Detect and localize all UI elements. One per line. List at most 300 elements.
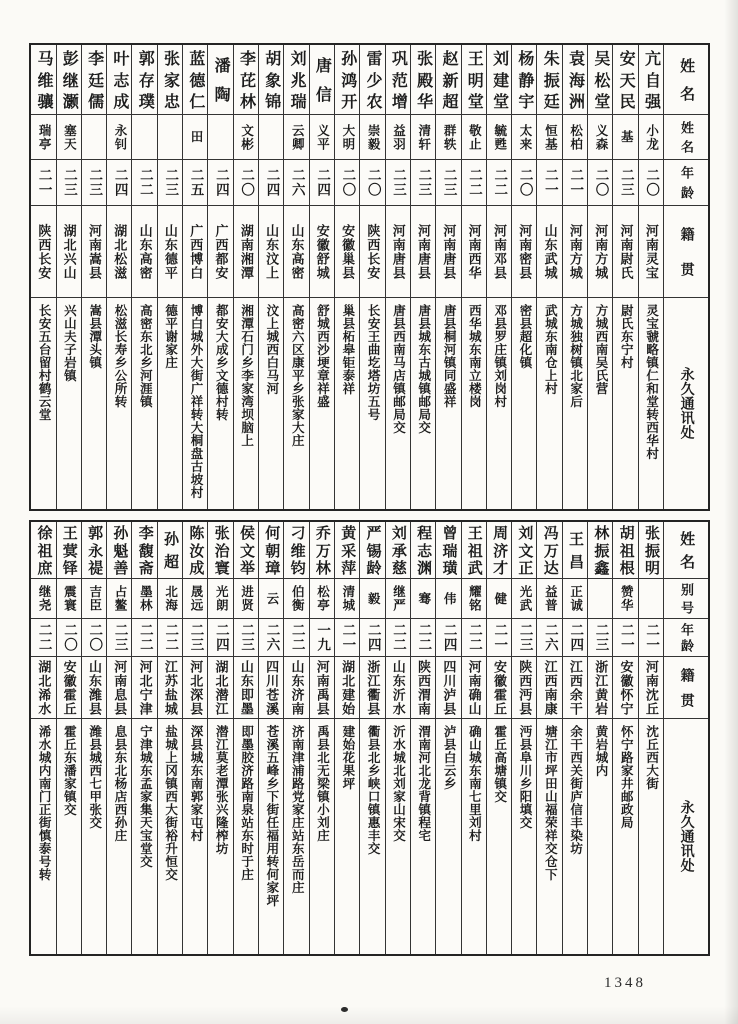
person-age-cell: 二四 xyxy=(310,160,334,206)
header-alias-cell xyxy=(664,579,708,619)
glyph: 志 xyxy=(415,542,432,558)
glyph: 蓝 xyxy=(186,50,204,67)
glyph: 钧 xyxy=(288,560,305,576)
person-origin-cell: 河北深县 xyxy=(183,657,207,719)
person-origin-cell: 山东高密 xyxy=(132,206,156,298)
person-alias-cell: 群轶 xyxy=(436,115,460,160)
glyph: 张 xyxy=(212,524,229,540)
glyph: 籍 xyxy=(678,227,694,241)
person-name-cell xyxy=(487,45,511,115)
person-address-cell: 禹县北无梁镇小刘庄 xyxy=(315,725,330,842)
person-name-cell xyxy=(208,522,232,579)
glyph: 孙 xyxy=(338,50,356,67)
person-name-cell xyxy=(82,45,106,115)
person-column xyxy=(233,45,258,509)
glyph: 袁 xyxy=(566,50,584,67)
person-alias-cell: 瑞亭 xyxy=(31,115,55,160)
glyph: 明 xyxy=(465,71,483,88)
person-alias-cell: 云卿 xyxy=(284,115,308,160)
glyph: 林 xyxy=(237,92,255,109)
person-name-cell xyxy=(588,522,612,579)
glyph: 张 xyxy=(642,524,659,540)
glyph: 曾 xyxy=(440,524,457,540)
person-column xyxy=(182,45,207,509)
glyph: 龄 xyxy=(679,185,695,199)
glyph: 王 xyxy=(465,50,483,67)
glyph: 宇 xyxy=(515,92,533,109)
person-column xyxy=(587,45,612,509)
person-column xyxy=(207,522,232,954)
person-name-cell xyxy=(183,45,207,115)
person-alias-cell: 基 xyxy=(613,115,637,160)
person-origin-cell: 河南沈丘 xyxy=(639,657,663,719)
person-age-cell: 二〇 xyxy=(234,160,258,206)
person-address-cell: 宁津城东孟家集天宝堂交 xyxy=(138,725,153,868)
glyph: 潘 xyxy=(212,57,230,74)
glyph: 贯 xyxy=(678,262,694,276)
person-column xyxy=(258,45,283,509)
person-column xyxy=(207,45,232,509)
person-age-cell: 一九 xyxy=(310,619,334,657)
person-address-cell: 泸县白云乡 xyxy=(442,725,457,790)
person-alias-cell: 赞华 xyxy=(613,579,637,619)
person-address-cell: 苍溪五峰乡下街任福用转何家坪 xyxy=(264,725,279,907)
glyph: 锦 xyxy=(262,92,280,109)
header-column xyxy=(663,522,708,954)
person-age-cell: 二〇 xyxy=(512,160,536,206)
scan-edge-shadow-bottom xyxy=(0,1006,738,1024)
person-address-cell: 方城西南吴氏营 xyxy=(593,304,608,395)
person-address-cell: 邓县罗庄镇刘岗村 xyxy=(492,304,507,408)
glyph: 彭 xyxy=(60,50,78,67)
person-age-cell: 二三 xyxy=(183,619,207,657)
person-address-cell: 沈丘西大街 xyxy=(644,725,659,790)
glyph: 洲 xyxy=(566,92,584,109)
glyph: 姓 xyxy=(678,58,695,73)
person-address-cell: 怀宁路家井邮政局 xyxy=(619,725,634,829)
person-name-cell xyxy=(132,522,156,579)
person-column xyxy=(56,45,81,509)
glyph: 胡 xyxy=(262,50,280,67)
header-origin-cell xyxy=(664,206,708,298)
person-address-cell: 长安王曲圪塔坊五号 xyxy=(366,304,381,421)
person-column xyxy=(81,522,106,954)
person-origin-cell: 山东汶上 xyxy=(259,206,283,298)
person-alias-cell: 伯衡 xyxy=(284,579,308,619)
glyph: 乔 xyxy=(313,524,330,540)
person-column xyxy=(359,45,384,509)
person-origin-cell: 河南嵩县 xyxy=(82,206,106,298)
person-origin-cell: 河南尉氏 xyxy=(613,206,637,298)
person-origin-cell: 安徽霍丘 xyxy=(487,657,511,719)
person-age-cell: 二二 xyxy=(487,160,511,206)
person-age-cell: 二一 xyxy=(31,160,55,206)
person-age-cell: 二三 xyxy=(436,160,460,206)
person-name-cell xyxy=(639,522,663,579)
person-address-cell: 黄岩城内 xyxy=(593,725,608,777)
person-alias-cell: 毓甦 xyxy=(487,115,511,160)
person-name-cell xyxy=(31,45,55,115)
person-age-cell: 二一 xyxy=(613,619,637,657)
person-origin-cell: 安徽舒城 xyxy=(310,206,334,298)
person-name-cell xyxy=(259,45,283,115)
person-column xyxy=(106,45,131,509)
person-column xyxy=(283,522,308,954)
person-address-cell: 塘江市坪田山福荣祥交仓下 xyxy=(543,725,558,881)
person-origin-cell: 江西余干 xyxy=(563,657,587,719)
person-age-cell: 二三 xyxy=(57,160,81,206)
person-age-cell: 二一 xyxy=(487,619,511,657)
person-address-cell: 兴山夫子岩镇 xyxy=(62,304,77,382)
person-column xyxy=(536,522,561,954)
glyph: 志 xyxy=(110,71,128,88)
person-address-cell: 长安五台留村鹤云堂 xyxy=(37,304,52,421)
person-address-cell: 湘潭石门乡李家湾坝脑上 xyxy=(239,304,254,447)
glyph: 鸿 xyxy=(338,71,356,88)
person-address-cell: 武城东南仓上村 xyxy=(543,304,558,395)
person-origin-cell: 浙江衢县 xyxy=(360,657,384,719)
person-alias-cell: 小龙 xyxy=(639,115,663,160)
person-origin-cell: 陕西长安 xyxy=(31,206,55,298)
person-alias-cell: 敬止 xyxy=(462,115,486,160)
person-column xyxy=(562,522,587,954)
person-column xyxy=(334,522,359,954)
person-age-cell: 二四 xyxy=(436,619,460,657)
glyph: 民 xyxy=(617,92,635,109)
person-column xyxy=(359,522,384,954)
person-address-cell: 即墨胶济路南泉站东时于庄 xyxy=(239,725,254,881)
glyph: 王 xyxy=(465,524,482,540)
person-origin-cell: 安徽怀宁 xyxy=(613,657,637,719)
glyph: 继 xyxy=(60,71,78,88)
person-age-cell: 二〇 xyxy=(639,160,663,206)
glyph: 静 xyxy=(515,71,533,88)
person-alias-cell: 进贤 xyxy=(234,579,258,619)
glyph: 刘 xyxy=(389,524,406,540)
person-address-cell: 济南津浦路党家庄站东岳而庄 xyxy=(290,725,305,894)
glyph: 雷 xyxy=(364,50,382,67)
glyph: 祖 xyxy=(617,542,634,558)
person-address-cell: 灵宝虢略镇仁和堂转西华村 xyxy=(644,304,659,460)
person-origin-cell: 河南密县 xyxy=(512,206,536,298)
person-alias-cell xyxy=(158,115,182,160)
glyph: 信 xyxy=(313,85,331,102)
person-address-cell: 舒城西沙埂章祥盛 xyxy=(315,304,330,408)
person-address-cell: 唐县西南马店镇邮局交 xyxy=(391,304,406,434)
glyph: 廷 xyxy=(85,71,103,88)
glyph: 开 xyxy=(338,92,356,109)
glyph: 家 xyxy=(161,71,179,88)
header-address-cell: 永久通讯处 xyxy=(664,719,708,954)
glyph: 超 xyxy=(162,554,178,570)
glyph: 籍 xyxy=(678,668,694,682)
person-alias-cell: 震寰 xyxy=(57,579,81,619)
person-name-cell xyxy=(107,522,131,579)
person-alias-cell: 光朗 xyxy=(208,579,232,619)
person-address-cell: 霍丘高塘镇交 xyxy=(492,725,507,803)
glyph: 冯 xyxy=(541,524,558,540)
person-column xyxy=(131,45,156,509)
person-address-cell: 霍丘东潘家镇交 xyxy=(62,725,77,816)
person-origin-cell: 河南唐县 xyxy=(436,206,460,298)
glyph: 号 xyxy=(679,600,695,614)
person-address-cell: 盐城上冈镇西大街裕升恒交 xyxy=(163,725,178,881)
person-origin-cell: 湖南湘潭 xyxy=(234,206,258,298)
person-column xyxy=(81,45,106,509)
person-address-cell: 汶上城西白马河 xyxy=(264,304,279,395)
person-column xyxy=(461,45,486,509)
person-origin-cell: 山东武城 xyxy=(537,206,561,298)
glyph: 斋 xyxy=(136,560,153,576)
person-alias-cell: 益普 xyxy=(537,579,561,619)
person-age-cell: 二二 xyxy=(132,619,156,657)
glyph: 少 xyxy=(364,71,382,88)
person-alias-cell: 松柏 xyxy=(563,115,587,160)
person-name-cell xyxy=(335,522,359,579)
glyph: 祖 xyxy=(465,542,482,558)
glyph: 殿 xyxy=(414,71,432,88)
glyph: 安 xyxy=(617,50,635,67)
glyph: 蓂 xyxy=(60,542,77,558)
person-name-cell xyxy=(613,45,637,115)
glyph: 年 xyxy=(679,166,695,180)
glyph: 陈 xyxy=(187,524,204,540)
person-age-cell: 二二 xyxy=(284,619,308,657)
person-column xyxy=(486,522,511,954)
person-name-cell xyxy=(234,45,258,115)
glyph: 别 xyxy=(679,583,695,597)
person-age-cell: 二四 xyxy=(107,160,131,206)
glyph: 黄 xyxy=(339,524,356,540)
person-name-cell xyxy=(259,522,283,579)
person-name-cell xyxy=(563,45,587,115)
person-alias-cell: 继严 xyxy=(386,579,410,619)
person-origin-cell: 山东潍县 xyxy=(82,657,106,719)
glyph: 锡 xyxy=(364,542,381,558)
person-alias-cell: 继尧 xyxy=(31,579,55,619)
person-name-cell xyxy=(487,522,511,579)
person-age-cell: 二一 xyxy=(639,619,663,657)
header-column xyxy=(663,45,708,509)
person-column xyxy=(461,522,486,954)
person-alias-cell: 田 xyxy=(183,115,207,160)
person-alias-cell: 墨林 xyxy=(132,579,156,619)
person-origin-cell: 江西南康 xyxy=(537,657,561,719)
glyph: 马 xyxy=(34,50,52,67)
person-alias-cell: 太来 xyxy=(512,115,536,160)
glyph: 华 xyxy=(414,92,432,109)
person-age-cell: 二四 xyxy=(208,619,232,657)
person-alias-cell: 占鳌 xyxy=(107,579,131,619)
glyph: 文 xyxy=(516,542,533,558)
glyph: 刁 xyxy=(288,524,305,540)
person-origin-cell: 广西博白 xyxy=(183,206,207,298)
person-address-cell: 方城独树镇北家后 xyxy=(568,304,583,408)
glyph: 严 xyxy=(364,524,381,540)
person-alias-cell: 耀铭 xyxy=(462,579,486,619)
person-address-cell: 潜江莫老潭张兴隆榨坊 xyxy=(214,725,229,855)
glyph: 建 xyxy=(490,71,508,88)
scan-artifact-speck xyxy=(341,1007,348,1012)
glyph: 璜 xyxy=(440,560,457,576)
person-address-cell: 息县东北杨店西孙庄 xyxy=(113,725,128,842)
person-age-cell: 二四 xyxy=(259,160,283,206)
person-origin-cell: 山东即墨 xyxy=(234,657,258,719)
person-column xyxy=(638,522,663,954)
person-address-cell: 渭南河北龙背镇程宅 xyxy=(416,725,431,842)
person-name-cell xyxy=(183,522,207,579)
person-age-cell: 二三 xyxy=(588,619,612,657)
glyph: 林 xyxy=(313,560,330,576)
person-name-cell xyxy=(234,522,258,579)
glyph: 仁 xyxy=(186,92,204,109)
person-column xyxy=(131,522,156,954)
person-origin-cell: 陕西长安 xyxy=(360,206,384,298)
person-name-cell xyxy=(537,522,561,579)
person-age-cell: 二二 xyxy=(31,619,55,657)
person-name-cell xyxy=(411,522,435,579)
person-age-cell: 二三 xyxy=(82,160,106,206)
glyph: 廷 xyxy=(541,92,559,109)
glyph: 超 xyxy=(439,92,457,109)
glyph: 承 xyxy=(389,542,406,558)
glyph: 贯 xyxy=(678,693,694,707)
person-address-cell: 浠水城内南门正街慎泰号转 xyxy=(37,725,52,881)
person-name-cell xyxy=(360,45,384,115)
glyph: 维 xyxy=(288,542,305,558)
person-column xyxy=(486,45,511,509)
glyph: 举 xyxy=(237,560,254,576)
person-alias-cell: 云 xyxy=(259,579,283,619)
person-name-cell xyxy=(82,522,106,579)
glyph: 自 xyxy=(642,71,660,88)
person-origin-cell: 湖北潜江 xyxy=(208,657,232,719)
person-column xyxy=(385,45,410,509)
header-alias-cell xyxy=(664,115,708,160)
glyph: 儒 xyxy=(85,92,103,109)
person-name-cell xyxy=(436,45,460,115)
glyph: 存 xyxy=(136,71,154,88)
person-column xyxy=(410,45,435,509)
person-column xyxy=(182,522,207,954)
glyph: 忠 xyxy=(161,92,179,109)
person-age-cell: 二三 xyxy=(107,619,131,657)
person-origin-cell: 安徽巢县 xyxy=(335,206,359,298)
glyph: 汝 xyxy=(187,542,204,558)
glyph: 王 xyxy=(60,524,77,540)
person-alias-cell: 塞天 xyxy=(57,115,81,160)
person-alias-cell: 义平 xyxy=(310,115,334,160)
person-origin-cell: 四川苍溪 xyxy=(259,657,283,719)
person-age-cell: 二三 xyxy=(234,619,258,657)
person-alias-cell: 伟 xyxy=(436,579,460,619)
person-name-cell xyxy=(158,522,182,579)
person-age-cell: 二四 xyxy=(208,160,232,206)
glyph: 何 xyxy=(263,524,280,540)
glyph: 振 xyxy=(642,542,659,558)
person-alias-cell: 益羽 xyxy=(386,115,410,160)
glyph: 慈 xyxy=(389,560,406,576)
person-address-cell: 都安大成乡文德村转 xyxy=(214,304,229,421)
person-origin-cell: 河南邓县 xyxy=(487,206,511,298)
glyph: 才 xyxy=(491,560,508,576)
person-origin-cell: 山东高密 xyxy=(284,206,308,298)
header-name-cell xyxy=(664,522,708,579)
roster-table-bottom xyxy=(29,520,710,956)
glyph: 名 xyxy=(679,140,695,153)
person-age-cell: 二〇 xyxy=(57,619,81,657)
person-age-cell: 二三 xyxy=(512,619,536,657)
glyph: 祖 xyxy=(35,542,52,558)
person-address-cell: 唐县桐河镇同盛祥 xyxy=(442,304,457,408)
person-origin-cell: 四川泸县 xyxy=(436,657,460,719)
person-name-cell xyxy=(588,45,612,115)
person-name-cell xyxy=(284,45,308,115)
glyph: 朝 xyxy=(263,542,280,558)
person-name-cell xyxy=(57,522,81,579)
person-column xyxy=(410,522,435,954)
person-address-cell: 博白城外大街广祥转大桐盘古坡村 xyxy=(188,304,203,499)
person-name-cell xyxy=(132,45,156,115)
glyph: 达 xyxy=(541,560,558,576)
person-age-cell: 二三 xyxy=(411,160,435,206)
person-origin-cell: 安徽霍丘 xyxy=(57,657,81,719)
glyph: 杨 xyxy=(515,50,533,67)
glyph: 天 xyxy=(617,71,635,88)
glyph: 兆 xyxy=(288,71,306,88)
person-age-cell: 二二 xyxy=(132,160,156,206)
person-column xyxy=(31,522,55,954)
person-alias-cell: 晟远 xyxy=(183,579,207,619)
person-alias-cell: 义森 xyxy=(588,115,612,160)
person-alias-cell: 清轩 xyxy=(411,115,435,160)
glyph: 郭 xyxy=(136,50,154,67)
glyph: 魁 xyxy=(111,542,128,558)
person-column xyxy=(157,45,182,509)
glyph: 李 xyxy=(237,50,255,67)
person-column xyxy=(536,45,561,509)
glyph: 振 xyxy=(592,542,609,558)
glyph: 灏 xyxy=(60,92,78,109)
glyph: 孙 xyxy=(111,524,128,540)
person-address-cell: 巢县柘皋钜泰祥 xyxy=(340,304,355,395)
person-age-cell: 二三 xyxy=(158,160,182,206)
glyph: 明 xyxy=(642,560,659,576)
person-name-cell xyxy=(639,45,663,115)
person-alias-cell xyxy=(132,115,156,160)
person-address-cell: 密县超化镇 xyxy=(518,304,533,369)
person-age-cell: 二六 xyxy=(537,619,561,657)
person-age-cell: 二二 xyxy=(386,619,410,657)
glyph: 刘 xyxy=(490,50,508,67)
person-alias-cell xyxy=(82,115,106,160)
person-address-cell: 深县城东南郭家屯村 xyxy=(188,725,203,842)
person-age-cell: 二一 xyxy=(563,160,587,206)
person-address-cell: 余干西关街庐信丰染坊 xyxy=(568,725,583,855)
person-address-cell: 西华城东南立楼岗 xyxy=(467,304,482,408)
glyph: 堂 xyxy=(465,92,483,109)
glyph: 万 xyxy=(541,542,558,558)
glyph: 徐 xyxy=(35,524,52,540)
person-address-cell: 尉氏东宁村 xyxy=(619,304,634,369)
person-name-cell xyxy=(360,522,384,579)
glyph: 德 xyxy=(186,71,204,88)
glyph: 龄 xyxy=(364,560,381,576)
person-name-cell xyxy=(537,45,561,115)
person-alias-cell xyxy=(639,579,663,619)
person-column xyxy=(233,522,258,954)
person-address-cell: 高密六区康平乡张家大庄 xyxy=(290,304,305,447)
